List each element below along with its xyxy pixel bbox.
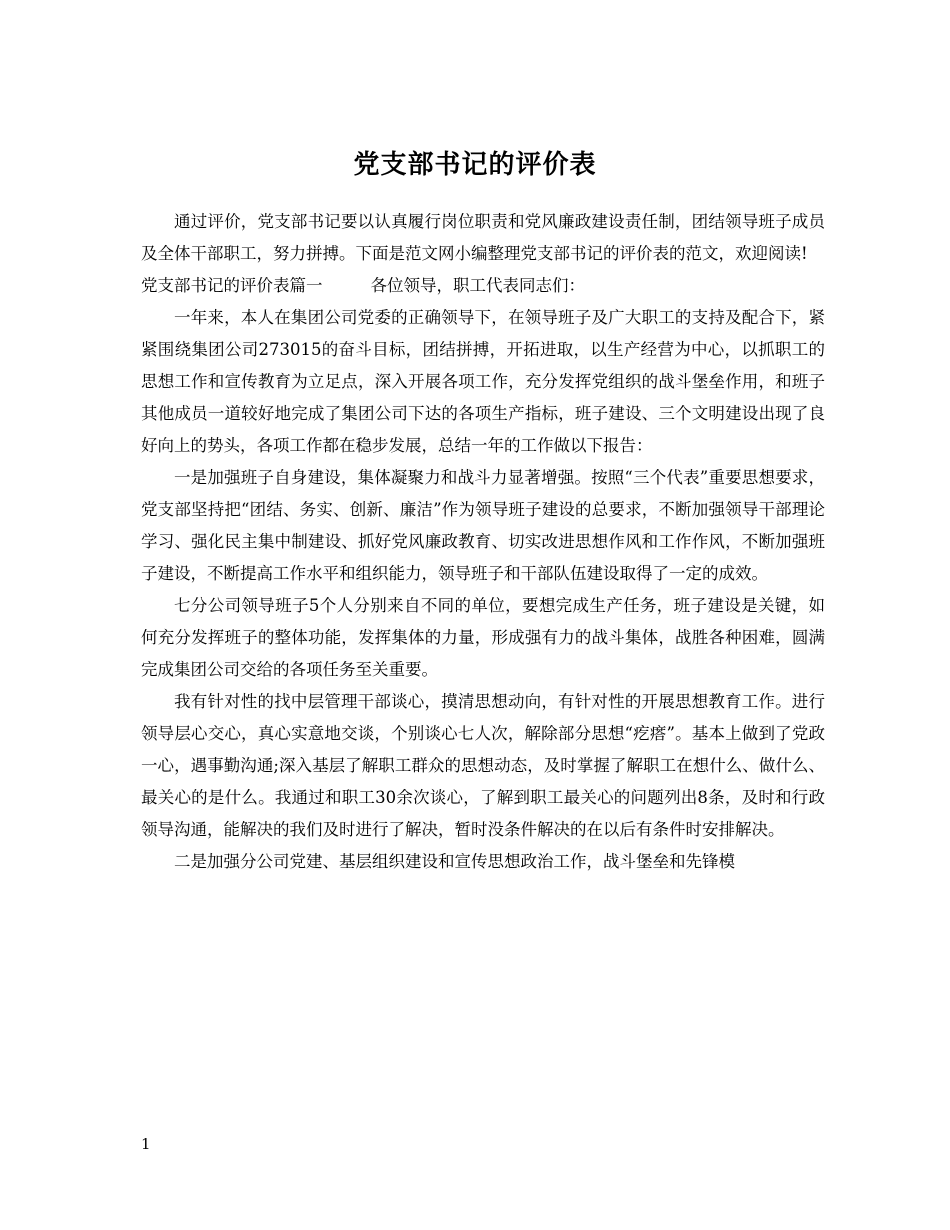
salutation: 各位领导，职工代表同志们：: [370, 276, 585, 295]
section-heading: 党支部书记的评价表篇一: [141, 276, 323, 295]
intro-paragraph: 通过评价，党支部书记要以认真履行岗位职责和党风廉政建设责任制，团结领导班子成员及全体干部职工，努力拼搏。下面是范文网小编整理党支部书记的评价表的范文，欢迎阅读!: [141, 212, 825, 263]
body-paragraph-1: 一年来，本人在集团公司党委的正确领导下，在领导班子及广大职工的支持及配合下，紧紧围绕集团公司273015的奋斗目标，团结拼搏，开拓进取，以生产经营为中心，以抓职工的思想工作和宣传教育为立足点，深入开展各项工作，充分发挥党组织的战斗堡垒作用，和班子其他成员一道较好地完成了集团公司下达的各项生产指标，班子建设、三个文明建设出现了良好向上的势头，各项工作都在稳步发展，总结一年的工作做以下报告：: [141, 308, 825, 455]
body-paragraph-5: 二是加强分公司党建、基层组织建设和宣传思想政治工作，战斗堡垒和先锋模: [174, 852, 735, 871]
body-paragraph-3: 七分公司领导班子5个人分别来自不同的单位，要想完成生产任务，班子建设是关键，如何充分发挥班子的整体功能，发挥集体的力量，形成强有力的战斗集体，战胜各种困难，圆满完成集团公司交给的各项任务至关重要。: [141, 596, 825, 679]
document-title: 党支部书记的评价表: [353, 150, 597, 181]
page-number: 1: [141, 1135, 151, 1153]
section-heading-line: [141, 270, 825, 302]
body-paragraph-2: 一是加强班子自身建设，集体凝聚力和战斗力显著增强。按照“三个代表”重要思想要求，党支部坚持把“团结、务实、创新、廉洁”作为领导班子建设的总要求，不断加强领导干部理论学习、强化民主集中制建设、抓好党风廉政教育、切实改进思想作风和工作作风，不断加强班子建设，不断提高工作水平和组织能力，领导班子和干部队伍建设取得了一定的成效。: [141, 468, 825, 583]
document-body: [141, 206, 825, 878]
body-paragraph-4: 我有针对性的找中层管理干部谈心，摸清思想动向，有针对性的开展思想教育工作。进行领导层心交心，真心实意地交谈，个别谈心七人次，解除部分思想“疙瘩”。基本上做到了党政一心，遇事勤沟通;深入基层了解职工群众的思想动态，及时掌握了解职工在想什么、做什么、最关心的是什么。我通过和职工30余次谈心，了解到职工最关心的问题列出8条，及时和行政领导沟通，能解决的我们及时进行了解决，暂时没条件解决的在以后有条件时安排解决。: [141, 692, 825, 839]
